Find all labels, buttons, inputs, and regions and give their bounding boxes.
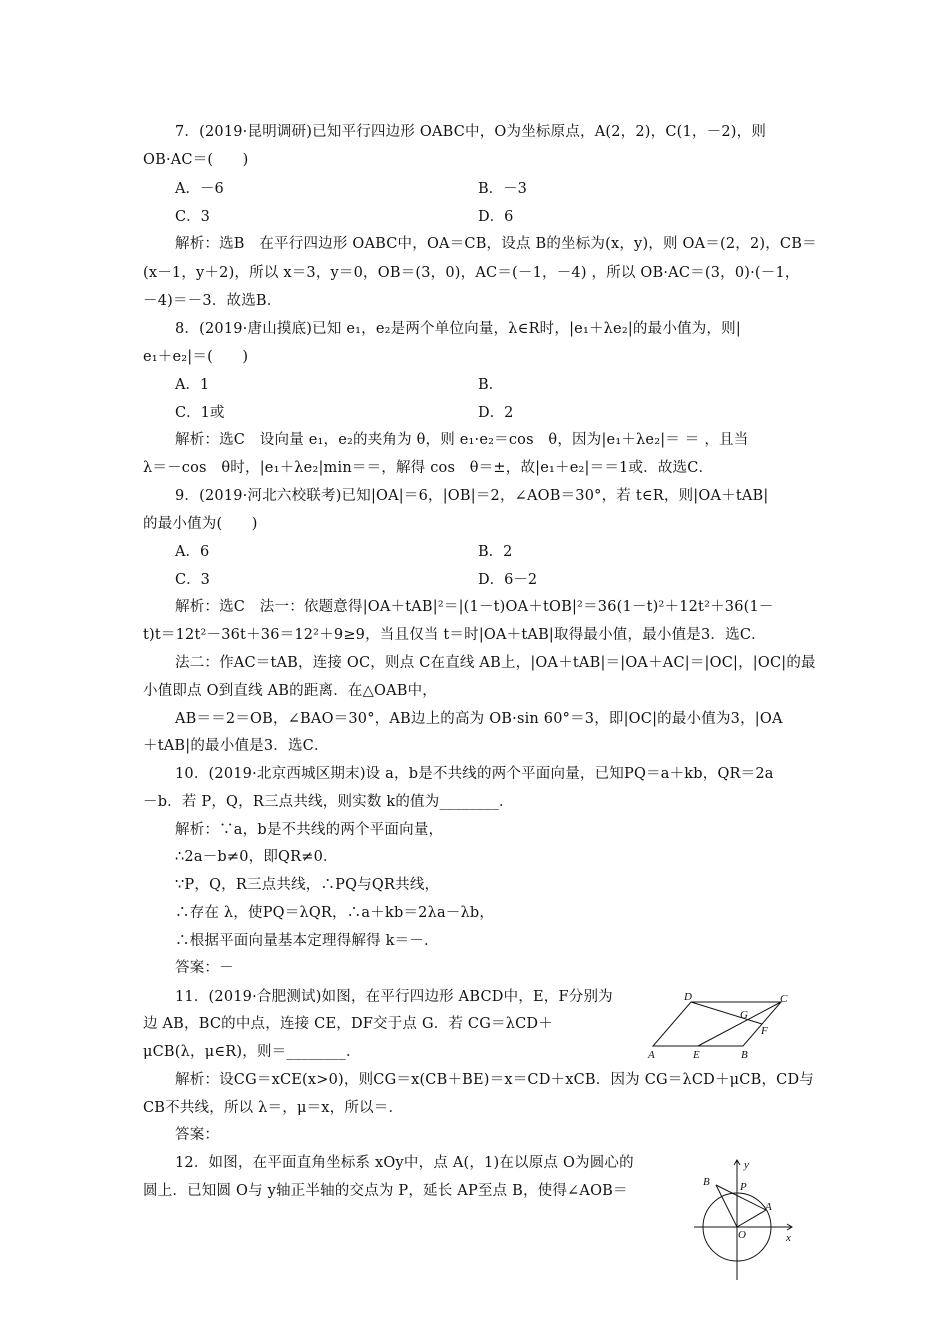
parallelogram-figure xyxy=(640,990,800,1062)
q10-solution-line-2: ∴2a－b≠0，即QR≠0． xyxy=(175,849,338,865)
q7-option-a: A．－6 xyxy=(175,181,224,197)
q8-solution-line-2: λ＝－cos θ时，|e₁＋λe₂|min＝＝，解得 cos θ＝±，故|e₁＋e₂|＝＝1或．故选C． xyxy=(143,460,714,476)
label-x: x xyxy=(786,1232,791,1244)
q10-stem-line-2: －b．若 P，Q，R三点共线，则实数 k的值为________． xyxy=(143,794,514,810)
q8-option-d: D．2 xyxy=(478,405,514,421)
label-d: D xyxy=(684,991,692,1003)
q7-solution-line-3: －4)＝－3．故选B． xyxy=(143,293,282,309)
q8-stem-line-1: 8．(2019·唐山摸底)已知 e₁，e₂是两个单位向量，λ∈R时，|e₁＋λe₂|的最小值为，则| xyxy=(175,321,741,337)
q9-option-b: B．2 xyxy=(478,544,513,560)
unit-circle-figure xyxy=(688,1152,800,1284)
q9-stem-line-1: 9．(2019·河北六校联考)已知|OA|＝6，|OB|＝2，∠AOB＝30°，若 t∈R，则|OA＋tAB| xyxy=(175,488,769,504)
q9-option-d: D．6－2 xyxy=(478,572,538,588)
q10-solution-line-5: ∴根据平面向量基本定理得解得 k＝－． xyxy=(175,933,439,949)
q9-option-a: A．6 xyxy=(175,544,210,560)
q11-stem-line-2: 边 AB，BC的中点，连接 CE，DF交于点 G．若 CG＝λCD＋ xyxy=(143,1016,553,1032)
q7-stem-line-2: OB·AC＝( ) xyxy=(143,152,249,168)
q12-stem-line-1: 12．如图，在平面直角坐标系 xOy中，点 A(，1)在以原点 O为圆心的 xyxy=(175,1155,634,1171)
label-b: B xyxy=(703,1176,710,1188)
q12-stem-line-2: 圆上．已知圆 O与 y轴正半轴的交点为 P，延长 AP至点 B，使得∠AOB＝ xyxy=(143,1183,628,1199)
segment-oa xyxy=(737,1210,766,1227)
label-c: C xyxy=(780,993,788,1005)
label-a: A xyxy=(648,1049,655,1061)
label-p: P xyxy=(740,1181,747,1193)
q8-option-a: A．1 xyxy=(175,377,210,393)
q9-stem-line-2: 的最小值为( ) xyxy=(143,516,258,532)
q9-solution-line-3: 法二：作AC＝tAB，连接 OC，则点 C在直线 AB上，|OA＋tAB|＝|OA＋AC|＝|OC|，|OC|的最 xyxy=(175,655,816,671)
q8-option-c: C．1或 xyxy=(175,405,225,421)
q11-solution-line-2: CB不共线，所以 λ＝，μ＝x，所以＝． xyxy=(143,1100,404,1116)
q7-solution-line-2: (x－1，y＋2)，所以 x＝3，y＝0，OB＝(3，0)，AC＝(－1，－4) ，所以 OB·AC＝(3，0)·(－1， xyxy=(143,265,800,281)
q7-solution-line-1: 解析：选B 在平行四边形 OABC中，OA＝CB，设点 B的坐标为(x，y)，则 OA＝(2，2)，CB＝ xyxy=(175,236,817,252)
segment-df xyxy=(691,1002,762,1024)
q11-solution-line-1: 解析：设CG＝xCE(x>0)，则CG＝x(CB＋BE)＝x＝CD＋xCB．因为 CG＝λCD＋μCB，CD与 xyxy=(175,1072,814,1088)
q7-option-c: C．3 xyxy=(175,209,210,225)
q9-solution-line-1: 解析：选C 法一：依题意得|OA＋tAB|²＝|(1－t)OA＋tOB|²＝36(1－t)²＋12t²＋36(1－ xyxy=(175,599,774,615)
label-f: F xyxy=(761,1025,768,1037)
segment-ob xyxy=(716,1185,737,1227)
q10-solution-line-4: ∴存在 λ，使PQ＝λQR，∴a＋kb＝2λa－λb， xyxy=(175,905,495,921)
label-o: O xyxy=(738,1229,746,1241)
q7-stem-line-1: 7．(2019·昆明调研)已知平行四边形 OABC中，O为坐标原点，A(2，2)，C(1，－2)，则 xyxy=(175,124,767,140)
label-e: E xyxy=(693,1049,700,1061)
q9-solution-line-6: ＋tAB|的最小值是3．选C． xyxy=(143,738,329,754)
q9-solution-line-4: 小值即点 O到直线 AB的距离．在△OAB中， xyxy=(143,683,437,699)
q9-solution-line-5: AB＝＝2＝OB，∠BAO＝30°，AB边上的高为 OB·sin 60°＝3，即|OC|的最小值为3，|OA xyxy=(175,711,783,727)
q9-solution-line-2: t)t＝12t²－36t＋36＝12²＋9≥9，当且仅当 t＝时|OA＋tAB|取得最小值，最小值是3．选C． xyxy=(143,627,766,643)
q11-stem-line-1: 11．(2019·合肥测试)如图，在平行四边形 ABCD中，E，F分别为 xyxy=(175,989,613,1005)
q7-option-d: D．6 xyxy=(478,209,514,225)
q9-option-c: C．3 xyxy=(175,572,210,588)
q10-solution-line-3: ∵P，Q，R三点共线，∴PQ与QR共线， xyxy=(175,877,440,893)
q11-answer: 答案： xyxy=(175,1127,220,1143)
q8-solution-line-1: 解析：选C 设向量 e₁，e₂的夹角为 θ，则 e₁·e₂＝cos θ，因为|e₁＋λe₂|＝ ＝ ，且当 xyxy=(175,432,749,448)
label-a: A xyxy=(765,1201,772,1213)
q8-option-b: B． xyxy=(478,377,504,393)
label-y: y xyxy=(744,1159,749,1171)
q10-solution-line-1: 解析：∵a，b是不共线的两个平面向量， xyxy=(175,822,444,838)
q10-stem-line-1: 10．(2019·北京西城区期末)设 a，b是不共线的两个平面向量，已知PQ＝a＋kb，QR＝2a xyxy=(175,766,774,782)
label-g: G xyxy=(740,1009,748,1021)
q8-stem-line-2: e₁＋e₂|＝( ) xyxy=(143,349,249,365)
label-b: B xyxy=(741,1049,748,1061)
q10-answer: 答案：－ xyxy=(175,960,234,976)
q11-stem-line-3: μCB(λ，μ∈R)，则＝________． xyxy=(143,1044,361,1060)
q7-option-b: B．－3 xyxy=(478,181,527,197)
